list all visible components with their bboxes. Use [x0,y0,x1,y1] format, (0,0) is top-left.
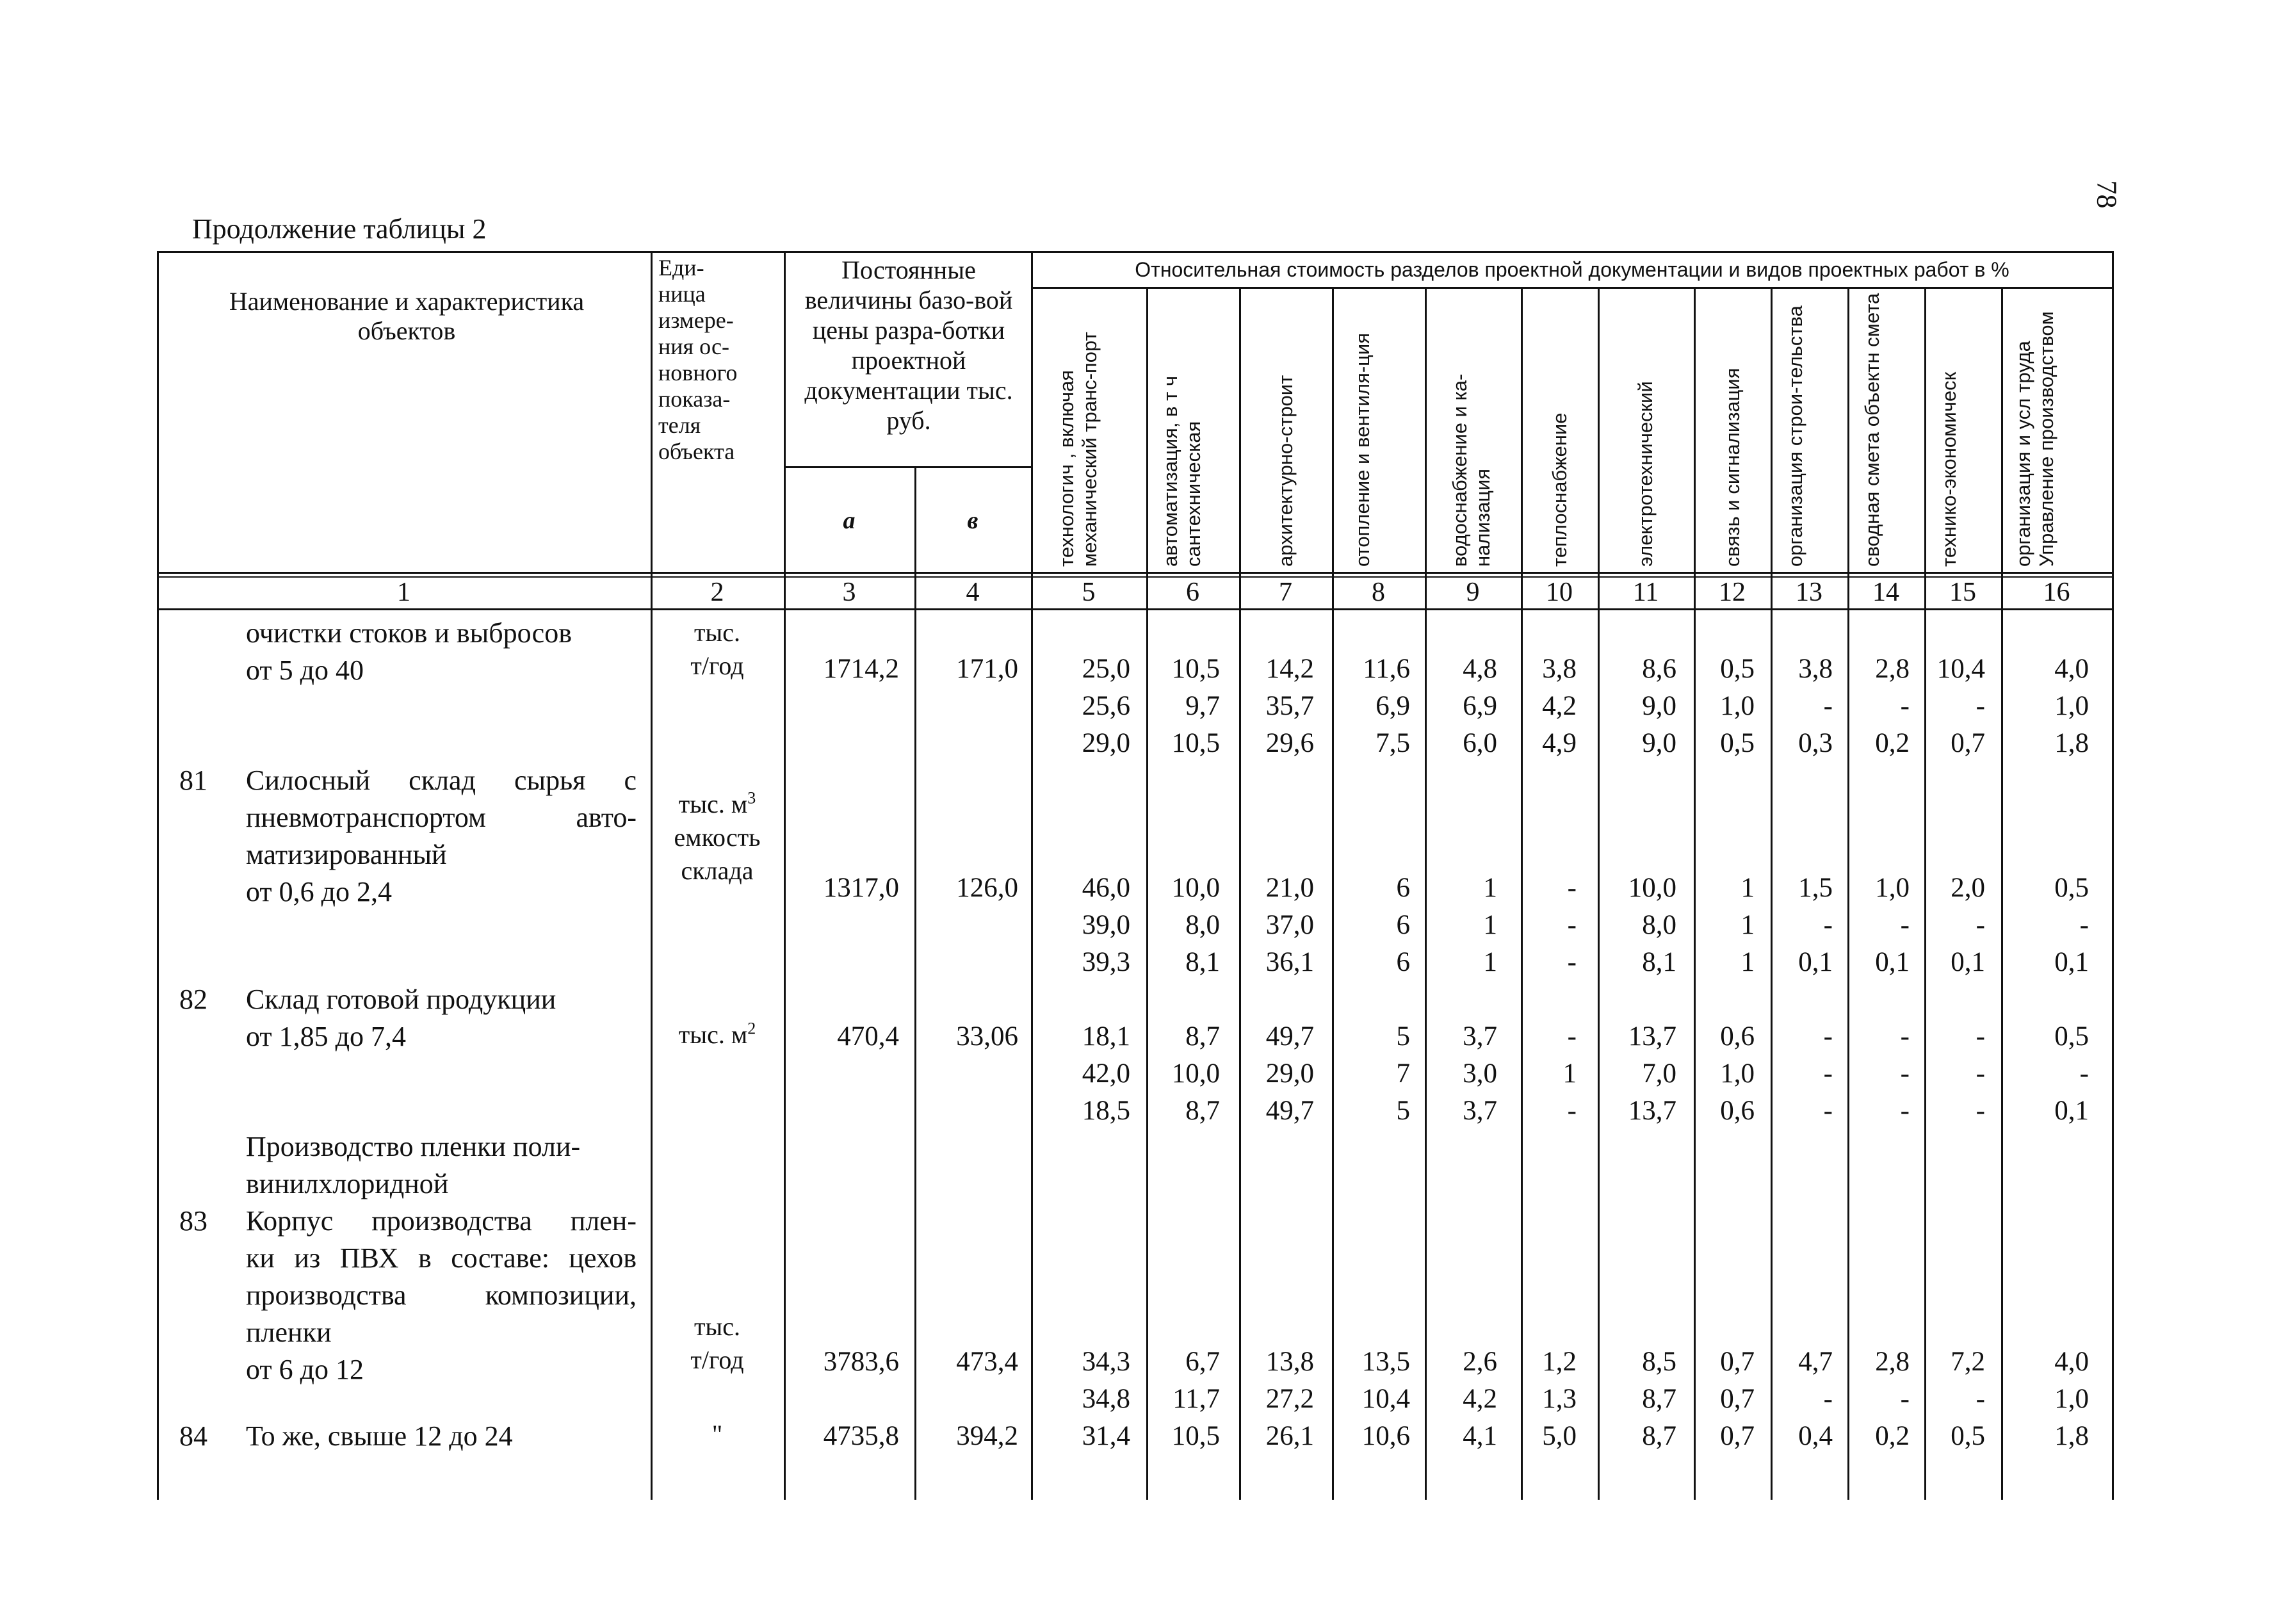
unit-line: тыс. [694,1312,741,1341]
percent-value: 4,9 [1542,728,1577,758]
percent-value: 1,8 [2054,728,2089,758]
unit-line: тыс. $м^3$ [678,788,756,818]
percent-value: 0,7 [1720,1421,1755,1451]
vhead-technological: технологич , включая механический транс-порт [1055,332,1101,567]
percent-value: 8,7 [1185,1021,1220,1052]
percent-value: 3,8 [1542,654,1577,684]
vhead-heat-supply: теплоснабжение [1548,412,1571,567]
colnum: 6 [1186,578,1199,607]
base-price-b: 33,06 [956,1021,1018,1052]
percent-value: 3,7 [1463,1096,1497,1126]
percent-value: 29,0 [1265,1059,1314,1089]
header-col-b: в [967,507,978,534]
percent-value: 1 [1741,873,1755,903]
percent-value: 11,7 [1173,1384,1220,1414]
percent-value: 36,1 [1265,947,1314,977]
colnum: 12 [1719,578,1746,607]
percent-value: 6,9 [1463,691,1497,721]
percent-value: 6,7 [1185,1347,1220,1377]
percent-value: 0,6 [1720,1021,1755,1052]
percent-value: - [1976,1059,1985,1089]
percent-value: 9,0 [1642,728,1676,758]
percent-value: 0,7 [1720,1384,1755,1414]
unit-line: склада [681,856,754,885]
percent-value: 13,7 [1628,1096,1676,1126]
percent-value: 13,7 [1628,1021,1676,1052]
page-number: 78 [2091,180,2123,209]
percent-value: 0,2 [1875,728,1910,758]
percent-value: 10,0 [1628,873,1676,903]
percent-value: - [1823,691,1833,721]
percent-value: 8,7 [1642,1384,1676,1414]
unit-line: тыс. $м^2$ [678,1019,756,1049]
percent-value: 0,5 [2054,873,2089,903]
percent-value: - [1823,1096,1833,1126]
object-name-line: от 5 до 40 [246,654,364,686]
table-caption: Продолжение таблицы 2 [192,213,487,245]
colnum: 2 [710,578,724,607]
percent-value: - [1567,1021,1577,1052]
unit-superscript: 2 [747,1019,756,1038]
percent-value: 1 [1562,1059,1577,1089]
vhead-heating: отопление и вентиля-ция [1351,332,1374,567]
colnum: 3 [842,578,856,607]
percent-value: - [1823,1021,1833,1052]
percent-value: 7,0 [1642,1059,1676,1089]
percent-value: 0,1 [1875,947,1910,977]
colnum: 10 [1546,578,1573,607]
percent-value: - [1976,1021,1985,1052]
vhead-electro: электротехнический [1634,381,1657,567]
percent-value: 3,7 [1463,1021,1497,1052]
percent-value: - [1567,947,1577,977]
object-name-line: очистки стоков и выбросов [246,617,572,649]
percent-value: 25,0 [1082,654,1130,684]
object-name-line: от 6 до 12 [246,1354,364,1385]
percent-value: 29,6 [1265,728,1314,758]
percent-value: 39,3 [1082,947,1130,977]
header-col-a: а [843,507,856,534]
percent-value: 8,7 [1642,1421,1676,1451]
row-number: 81 [179,765,207,796]
base-price-a: 3783,6 [823,1347,899,1377]
percent-value: 49,7 [1265,1021,1314,1052]
percent-value: 4,7 [1798,1347,1833,1377]
percent-value: - [1900,1021,1910,1052]
percent-value: 8,7 [1185,1096,1220,1126]
percent-value: - [1567,873,1577,903]
percent-value: 21,0 [1265,873,1314,903]
percent-value: 6 [1396,873,1410,903]
percent-value: 7 [1396,1059,1410,1089]
percent-value: 4,0 [2054,654,2089,684]
object-name-line: Корпус производства плен- [246,1205,637,1237]
percent-value: 2,0 [1951,873,1985,903]
row-number: 83 [179,1205,207,1237]
object-name-line: производства композиции, [246,1279,637,1311]
colnum: 4 [966,578,980,607]
percent-value: - [1823,1384,1833,1414]
colnum: 11 [1632,578,1659,607]
percent-value: 29,0 [1082,728,1130,758]
object-name-line: пленки [246,1317,332,1348]
colnum: 9 [1466,578,1480,607]
percent-value: 0,1 [1798,947,1833,977]
percent-value: 34,3 [1082,1347,1130,1377]
percent-value: 25,6 [1082,691,1130,721]
colnum: 7 [1279,578,1292,607]
unit-line: т/год [690,651,744,680]
percent-value: 10,5 [1171,728,1220,758]
object-name-line: матизированный [246,839,447,870]
percent-value: - [1900,910,1910,940]
percent-value: 7,2 [1951,1347,1985,1377]
percent-value: 1,0 [1875,873,1910,903]
percent-value: 10,5 [1171,654,1220,684]
percent-value: 6,0 [1463,728,1497,758]
colnum: 16 [2043,578,2070,607]
percent-value: 5 [1396,1021,1410,1052]
percent-value: 10,5 [1171,1421,1220,1451]
row-number: 82 [179,984,207,1015]
percent-value: 9,0 [1642,691,1676,721]
percent-value: 10,0 [1171,1059,1220,1089]
percent-value: 1 [1741,947,1755,977]
percent-value: 5,0 [1542,1421,1577,1451]
object-name-line: Производство пленки поли- [246,1131,581,1162]
percent-value: 0,5 [1720,654,1755,684]
percent-value: 1,0 [1720,691,1755,721]
object-name-line: от 0,6 до 2,4 [246,876,393,907]
percent-value: 8,0 [1642,910,1676,940]
colnum: 15 [1949,578,1976,607]
percent-value: 8,0 [1185,910,1220,940]
base-price-a: 1317,0 [823,873,899,903]
unit-line: " [711,1420,723,1449]
percent-value: 11,6 [1363,654,1410,684]
header-base-price: Постоянные величины базо-вой цены разра-ботки проектной документации тыс. руб. [804,256,1013,435]
percent-value: 49,7 [1265,1096,1314,1126]
percent-value: 5 [1396,1096,1410,1126]
percent-value: 6 [1396,947,1410,977]
percent-value: 2,8 [1875,654,1910,684]
base-price-b: 126,0 [956,873,1018,903]
percent-value: 10,6 [1361,1421,1410,1451]
percent-value: 1,0 [1720,1059,1755,1089]
percent-value: - [1976,1384,1985,1414]
percent-value: - [1976,1096,1985,1126]
percent-value: 0,6 [1720,1096,1755,1126]
base-price-b: 473,4 [956,1347,1018,1377]
object-name-line: ки из ПВХ в составе: цехов [246,1242,637,1274]
percent-value: 1 [1741,910,1755,940]
percent-value: 0,5 [1720,728,1755,758]
percent-value: 1,0 [2054,1384,2089,1414]
vhead-water: водоснабжение и ка-нализация [1448,373,1494,567]
percent-value: - [1823,1059,1833,1089]
unit-line: тыс. [694,618,741,647]
vhead-labor-org: организация и усл труда Управление производством [2012,311,2057,567]
percent-value: 0,1 [1951,947,1985,977]
unit-line: емкость [674,823,761,852]
percent-value: 14,2 [1265,654,1314,684]
percent-value: 2,8 [1875,1347,1910,1377]
percent-value: - [1900,1384,1910,1414]
object-name-line: Силосный склад сырья с [246,765,637,796]
percent-value: 0,5 [1951,1421,1985,1451]
percent-value: 8,1 [1642,947,1676,977]
base-price-a: 4735,8 [823,1421,899,1451]
percent-value: 34,8 [1082,1384,1130,1414]
object-name-line: Склад готовой продукции [246,984,556,1015]
percent-value: 1,0 [2054,691,2089,721]
object-name-line: от 1,85 до 7,4 [246,1021,407,1052]
percent-value: 8,1 [1185,947,1220,977]
percent-value: 6 [1396,910,1410,940]
vhead-automation: автоматизация, в т ч сантехническая [1159,375,1205,567]
percent-value: 0,7 [1720,1347,1755,1377]
object-name-line: винилхлоридной [246,1168,449,1199]
percent-value: 10,4 [1361,1384,1410,1414]
percent-value: 0,7 [1951,728,1985,758]
header-relative-cost: Относительная стоимость разделов проектной документации и видов проектных работ в % [1135,258,2009,281]
percent-value: 10,4 [1936,654,1985,684]
percent-value: 3,0 [1463,1059,1497,1089]
percent-value: 13,5 [1361,1347,1410,1377]
header-unit: Еди- ница измере- ния ос- новного показа- теля объекта [658,255,738,464]
percent-value: 46,0 [1082,873,1130,903]
percent-value: 42,0 [1082,1059,1130,1089]
percent-value: 1 [1483,910,1497,940]
percent-value: - [1900,1059,1910,1089]
percent-value: 2,6 [1463,1347,1497,1377]
percent-value: - [2079,1059,2089,1089]
percent-value: 4,1 [1463,1421,1497,1451]
colnum: 13 [1796,578,1822,607]
percent-value: - [1567,1096,1577,1126]
percent-value: 4,8 [1463,654,1497,684]
percent-value: 39,0 [1082,910,1130,940]
base-price-b: 171,0 [956,654,1018,684]
percent-value: 1,8 [2054,1421,2089,1451]
percent-value: 0,3 [1798,728,1833,758]
percent-value: - [1900,1096,1910,1126]
unit-line: т/год [690,1345,744,1374]
percent-value: 1 [1483,947,1497,977]
percent-value: 18,1 [1082,1021,1130,1052]
colnum: 14 [1872,578,1899,607]
percent-value: 8,6 [1642,654,1676,684]
percent-value: 0,4 [1798,1421,1833,1451]
percent-value: - [1823,910,1833,940]
object-name-line: То же, свыше 12 до 24 [246,1420,513,1452]
object-name-line: пневмотранспортом авто- [246,802,637,833]
percent-value: 1 [1483,873,1497,903]
base-price-a: 470,4 [837,1021,899,1052]
percent-value: 1,5 [1798,873,1833,903]
percent-value: 3,8 [1798,654,1833,684]
unit-superscript: 3 [747,788,756,808]
vhead-estimate: сводная смета объектн смета [1861,293,1883,567]
percent-value: 4,2 [1542,691,1577,721]
base-price-b: 394,2 [956,1421,1018,1451]
percent-value: 18,5 [1082,1096,1130,1126]
percent-value: 0,2 [1875,1421,1910,1451]
colnum: 5 [1082,578,1096,607]
row-number: 84 [179,1420,207,1452]
percent-value: - [1976,910,1985,940]
base-price-a: 1714,2 [823,654,899,684]
percent-value: 13,8 [1265,1347,1314,1377]
colnum: 8 [1372,578,1385,607]
percent-value: - [2079,910,2089,940]
percent-value: - [1900,691,1910,721]
percent-value: - [1567,910,1577,940]
header-name: Наименование и характеристика объектов [229,287,585,345]
percent-value: 26,1 [1265,1421,1314,1451]
vhead-comms: связь и сигнализация [1721,368,1744,567]
percent-value: 4,0 [2054,1347,2089,1377]
percent-value: 7,5 [1375,728,1410,758]
percent-value: 1,2 [1542,1347,1577,1377]
percent-value: 31,4 [1082,1421,1130,1451]
percent-value: 0,1 [2054,947,2089,977]
vhead-economic: технико-экономическ [1938,371,1960,567]
percent-value: 27,2 [1265,1384,1314,1414]
percent-value: 1,3 [1542,1384,1577,1414]
percent-value: 35,7 [1265,691,1314,721]
percent-value: 10,0 [1171,873,1220,903]
percent-value: 8,5 [1642,1347,1676,1377]
percent-value: 37,0 [1265,910,1314,940]
percent-value: - [1976,691,1985,721]
percent-value: 0,5 [2054,1021,2089,1052]
vhead-architecture: архитектурно-строит [1274,375,1297,567]
colnum: 1 [397,578,410,607]
percent-value: 6,9 [1375,691,1410,721]
vhead-construction-org: организация строи-тельства [1784,305,1806,567]
percent-value: 4,2 [1463,1384,1497,1414]
percent-value: 9,7 [1185,691,1220,721]
percent-value: 0,1 [2054,1096,2089,1126]
